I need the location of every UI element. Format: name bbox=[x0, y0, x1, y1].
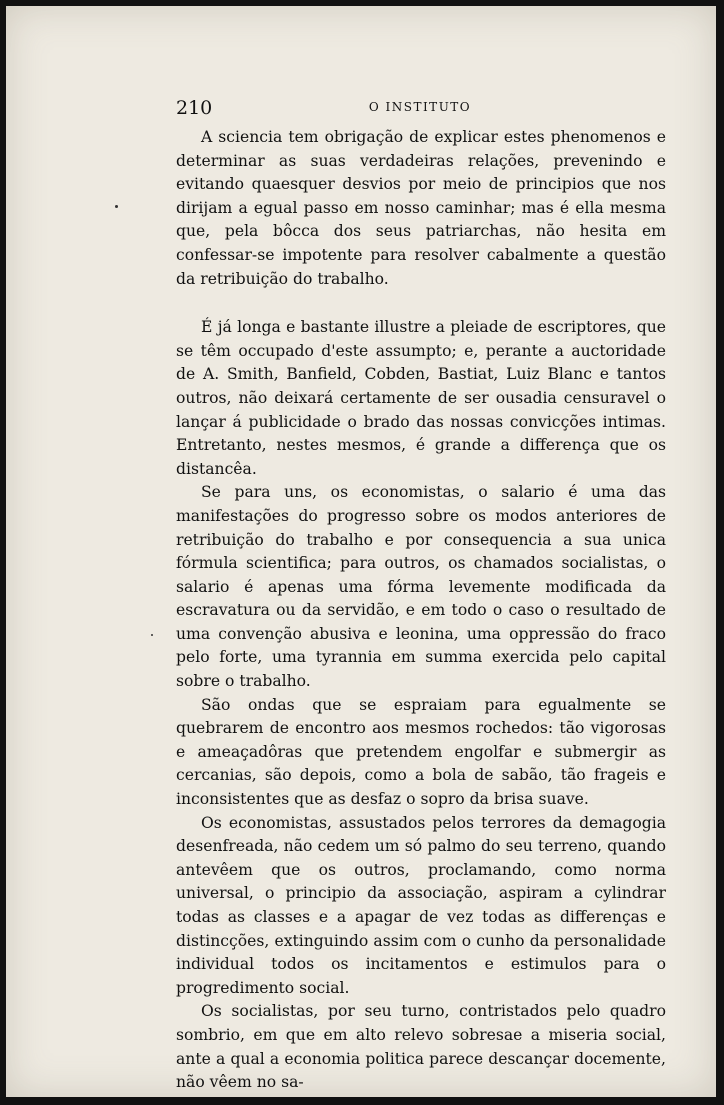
page-number: 210 bbox=[176, 97, 213, 119]
body-text bbox=[176, 126, 666, 1095]
paragraph: Os socialistas, por seu turno, contristados pelo quadro sombrio, em que em alto relevo sobresae a miseria social, ante a qual a economia politica parece descançar docemente, não vêem no sa- bbox=[176, 1002, 666, 1092]
ink-speck bbox=[151, 634, 153, 636]
page-header bbox=[176, 97, 664, 123]
paragraph: Se para uns, os economistas, o salario é uma das manifestações do progresso sobre os modos anteriores de retribuição do trabalho e por consequencia a sua unica fórmula scientifica; para outros, os chamados socialistas, o salario é apenas uma fórma levemente modificada da escravatura ou da servidão, e em todo o caso o resultado de uma convenção abusiva e leonina, uma oppressão do fraco pelo forte, uma tyrannia em summa exercida pelo capital sobre o trabalho. bbox=[176, 483, 666, 691]
paragraph: A sciencia tem obrigação de explicar estes phenomenos e determinar as suas verdadeiras relações, prevenindo e evitando quaesquer desvios por meio de principios que nos dirijam a egual passo em nosso caminhar; mas é ella mesma que, pela bôcca dos seus patriarchas, não hesita em confessar-se impotente para resolver cabalmente a questão da retribuição do trabalho. bbox=[176, 128, 666, 288]
paragraph: São ondas que se espraiam para egualmente se quebrarem de encontro aos mesmos rochedos: tão vigorosas e ameaçadôras que pretendem engolfar e submergir as cercanias, são depois, como a bola de sabão, tão frageis e inconsistentes que as desfaz o sopro da brisa suave. bbox=[176, 695, 666, 809]
paragraph: É já longa e bastante illustre a pleiade de escriptores, que se têm occupado d'este assumpto; e, perante a auctoridade de A. Smith, Banfield, Cobden, Bastiat, Luiz Blanc e tantos outros, não deixará certamente de ser ousadia censuravel o lançar á publicidade o brado das nossas convicções intimas. Entretanto, nestes mesmos, é grande a differença que os distancêa. bbox=[176, 318, 666, 478]
ink-speck bbox=[115, 205, 118, 208]
running-title: O INSTITUTO bbox=[368, 100, 472, 114]
paragraph: Os economistas, assustados pelos terrores da demagogia desenfreada, não cedem um só palmo do seu terreno, quando antevêem que os outros, proclamando, como norma universal, o principio da associação, aspiram a cylindrar todas as classes e a apagar de vez todas as differenças e distincções, extinguindo assim com o cunho da personalidade individual todos os incitamentos e estimulos para o progredimento social. bbox=[176, 813, 666, 997]
